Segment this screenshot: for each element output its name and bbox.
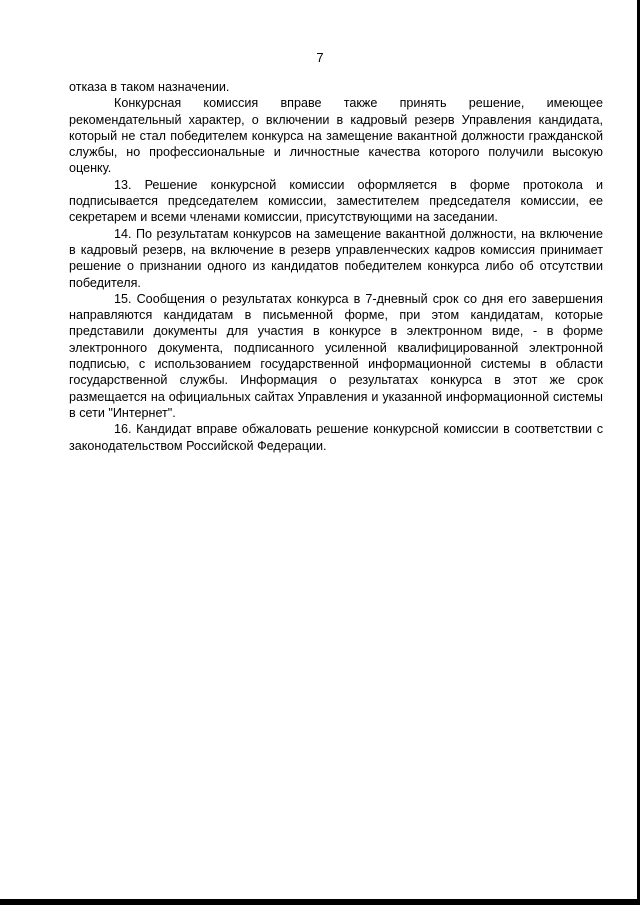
paragraph-continuation: отказа в таком назначении. xyxy=(69,80,230,94)
paragraph-15: 15. Сообщения о результатах конкурса в 7-дневный срок со дня его завершения направляются кандидатам в письменной форме, при этом кандидатам, которые представили документы для участия в конкурсе в электронном виде, - в форме электронного документа, подписанного усиленной квалифицированной электронной подписью, с использованием государственной информационной системы в области государственной службы. Информация о результатах конкурса в этот же срок размещается на официальных сайтах Управления и указанной информационной системы в сети "Интернет". xyxy=(69,291,603,420)
paragraph-16: 16. Кандидат вправе обжаловать решение конкурсной комиссии в соответствии с законодательством Российской Федерации. xyxy=(69,422,603,453)
document-body xyxy=(69,79,603,454)
page-number: 7 xyxy=(316,50,324,65)
paragraph-13: 13. Решение конкурсной комиссии оформляется в форме протокола и подписывается председателем комиссии, заместителем председателя комиссии, ее секретарем и всеми членами комиссии, присутствующими на заседании. xyxy=(69,177,603,225)
scan-edge-bottom xyxy=(0,899,640,905)
paragraph-14: 14. По результатам конкурсов на замещение вакантной должности, на включение в кадровый резерв, на включение в резерв управленческих кадров комиссия принимает решение о признании одного из кандидатов победителем конкурса либо об отсутствии победителя. xyxy=(69,226,603,290)
paragraph-reserve-recommendation: Конкурсная комиссия вправе также принять решение, имеющее рекомендательный характер, о включении в кадровый резерв Управления кандидата, который не стал победителем конкурса на замещение вакантной должности гражданской службы, но профессиональные и личностные качества которого получили высокую оценку. xyxy=(69,96,603,176)
